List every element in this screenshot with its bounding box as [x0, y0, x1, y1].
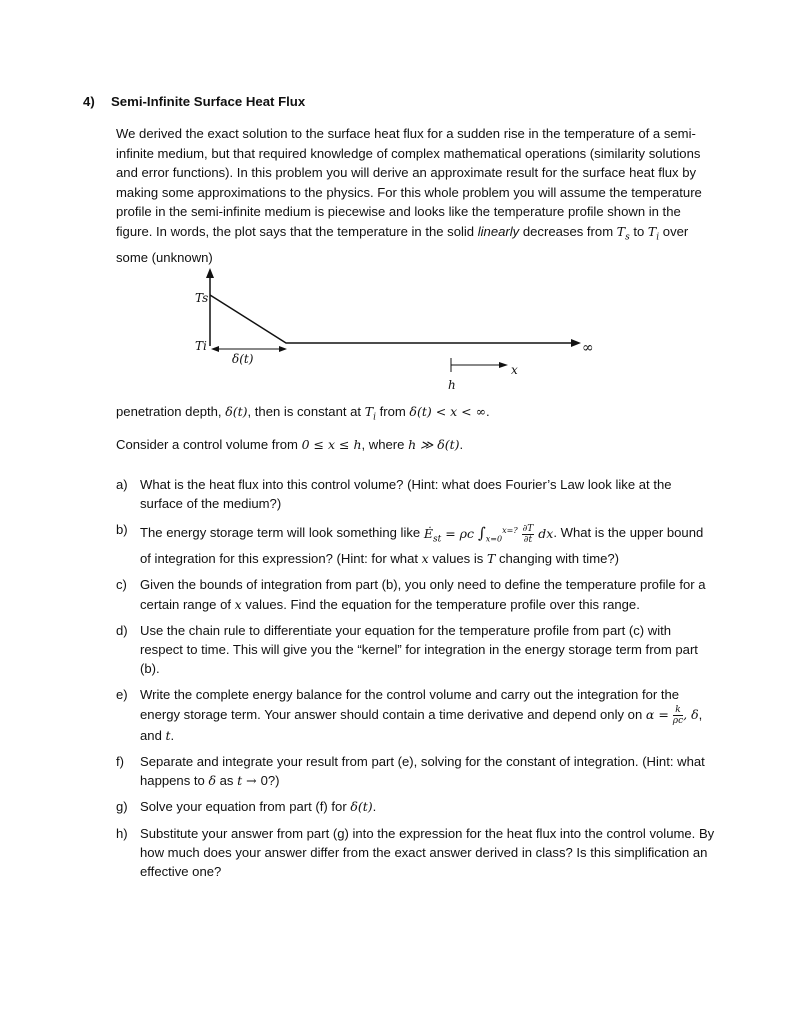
part-a-text: What is the heat flux into this control volume? (Hint: what does Fourier’s Law look like at the surface of the medium?): [140, 477, 672, 512]
part-f: [116, 752, 716, 790]
part-g-text-1: Solve your equation from part (f) for: [140, 799, 347, 815]
intro-text-to: to: [633, 223, 645, 239]
intro-paragraph: [116, 124, 716, 268]
profile-arrowhead: [571, 339, 581, 347]
part-h: [116, 824, 716, 882]
t-symbol-b: T: [486, 551, 496, 567]
ts-symbol: $T_s$: [616, 223, 630, 243]
profile-line: [210, 295, 573, 343]
part-b-text-4: changing with time?): [498, 551, 620, 567]
part-f-label: f): [116, 753, 124, 769]
part-c-label: c): [116, 577, 127, 593]
temperature-profile-svg: [188, 262, 608, 394]
part-b: [116, 520, 716, 568]
t-symbol-e: t: [165, 727, 171, 743]
part-a-label: a): [116, 477, 128, 492]
consider-text-2: , where: [361, 437, 405, 452]
after-figure-text: [116, 402, 716, 428]
question-parts: [116, 475, 716, 888]
part-b-label: b): [116, 522, 128, 538]
delta-arrow-left: [211, 346, 219, 352]
part-c-text-1: Given the bounds of integration from part (b), you only need to define the temperature profile for a certain range of: [140, 577, 706, 612]
problem-title: Semi-Infinite Surface Heat Flux: [111, 94, 306, 109]
delta-symbol-f: δ: [208, 773, 216, 789]
part-c-text-2: values. Find the equation for the temperature profile over this range.: [245, 596, 640, 612]
part-f-text-1: Separate and integrate your result from part (e), solving for the constant of integration. (Hint: what happens to: [140, 753, 705, 789]
part-c: [116, 575, 716, 613]
delta-label: δ(t): [232, 352, 254, 366]
ti-symbol-2: $T_i$: [364, 404, 376, 423]
energy-storage-expression: $Ė_{st} = \rho c$ $\int_{x=0}^{x=?}$ $\frac{\partial T}{\partial t}$ dx: [423, 523, 554, 545]
problem-number: 4): [83, 94, 95, 109]
x-symbol-b: x: [421, 551, 429, 567]
x-symbol-c: x: [234, 596, 242, 612]
consider-text-1: Consider a control volume from: [116, 437, 298, 452]
t-to-zero-expression: t →: [237, 773, 257, 789]
part-g: [116, 797, 716, 816]
problem-heading: [83, 94, 305, 109]
control-volume-statement: Consider a control volume from 0 ≤ x ≤ h, where h ≫ δ(t).: [116, 437, 464, 452]
cv-range-expression: 0 ≤ x ≤ h: [301, 437, 362, 452]
part-d: [116, 621, 716, 679]
part-e-text-2: , and: [140, 706, 703, 743]
intro-italic-word: linearly: [477, 223, 520, 239]
after-figure-text-1: penetration depth,: [116, 404, 222, 419]
delta-of-t-symbol-g: δ(t): [350, 799, 373, 815]
y-axis-arrowhead: [206, 268, 214, 278]
after-figure-text-4: .: [486, 404, 490, 419]
ts-label: Ts: [195, 291, 209, 305]
ti-label: Ti: [195, 339, 207, 353]
intro-text-over: over some (unknown): [116, 223, 689, 266]
part-f-text-2: as: [219, 773, 234, 789]
infinity-label: ∞: [582, 340, 594, 356]
h-much-greater-expression: h ≫ δ(t): [408, 437, 460, 452]
ti-symbol: $T_i$: [647, 223, 660, 243]
x-label: x: [511, 363, 518, 377]
intro-text-after: decreases from: [522, 223, 614, 239]
part-d-label: d): [116, 622, 128, 638]
temperature-profile-figure: [188, 262, 608, 394]
h-label: h: [448, 378, 456, 392]
delta-of-t-symbol: δ(t): [225, 404, 248, 419]
part-h-text: Substitute your answer from part (g) into the expression for the heat flux into the control volume. By how much does your answer differ from the exact answer derived in class? Is this simplification an effective one?: [140, 825, 715, 879]
part-d-text: Use the chain rule to differentiate your equation for the temperature profile from part (c) with respect to time. This will give you the “kernel” for integration in the energy storage term from part (b).: [140, 622, 698, 677]
delta-arrow-right: [279, 346, 287, 352]
intro-text: We derived the exact solution to the surface heat flux for a sudden rise in the temperature of a semi-infinite medium, but that required knowledge of complex mathematical operations (similarity solutions and error functions). In this problem you will derive an approximate result for the surface heat flux by making some approximations to the physics. For this whole problem you will assume the temperature profile in the semi-infinite medium is piecewise and looks like the temperature profile shown in the figure. In words, the plot says that the temperature in the solid: [116, 126, 702, 239]
after-figure-text-3: from: [379, 404, 406, 419]
part-b-text-1: The energy storage term will look something like: [140, 525, 421, 541]
part-e: e) Write the complete energy balance for the control volume and carry out the integration for the energy storage term. Your answer should contain a time derivative and depend only on α = $\frac{k}{\rho c}$ , δ, and t.: [116, 687, 703, 743]
part-g-label: g): [116, 799, 128, 815]
alpha-definition: α = $\frac{k}{\rho c}$ , δ: [645, 704, 699, 726]
after-figure-text-2: , then is constant at: [247, 404, 362, 419]
part-h-label: h): [116, 825, 128, 841]
x-axis-arrowhead: [499, 362, 508, 368]
part-b-text-2: . What is the upper bound of integration for this expression? (Hint: for what: [140, 525, 704, 567]
part-g-text-2: .: [372, 799, 377, 815]
part-b-text-3: values is: [432, 551, 484, 567]
part-a: [116, 475, 716, 513]
zero-hint-end: 0?): [260, 773, 280, 789]
part-e-text-1: Write the complete energy balance for the control volume and carry out the integration for the energy storage term. Your answer should contain a time derivative and depend only on: [140, 687, 680, 722]
range-expression: δ(t) < x < ∞: [409, 404, 487, 419]
part-e-label: e): [116, 687, 128, 703]
